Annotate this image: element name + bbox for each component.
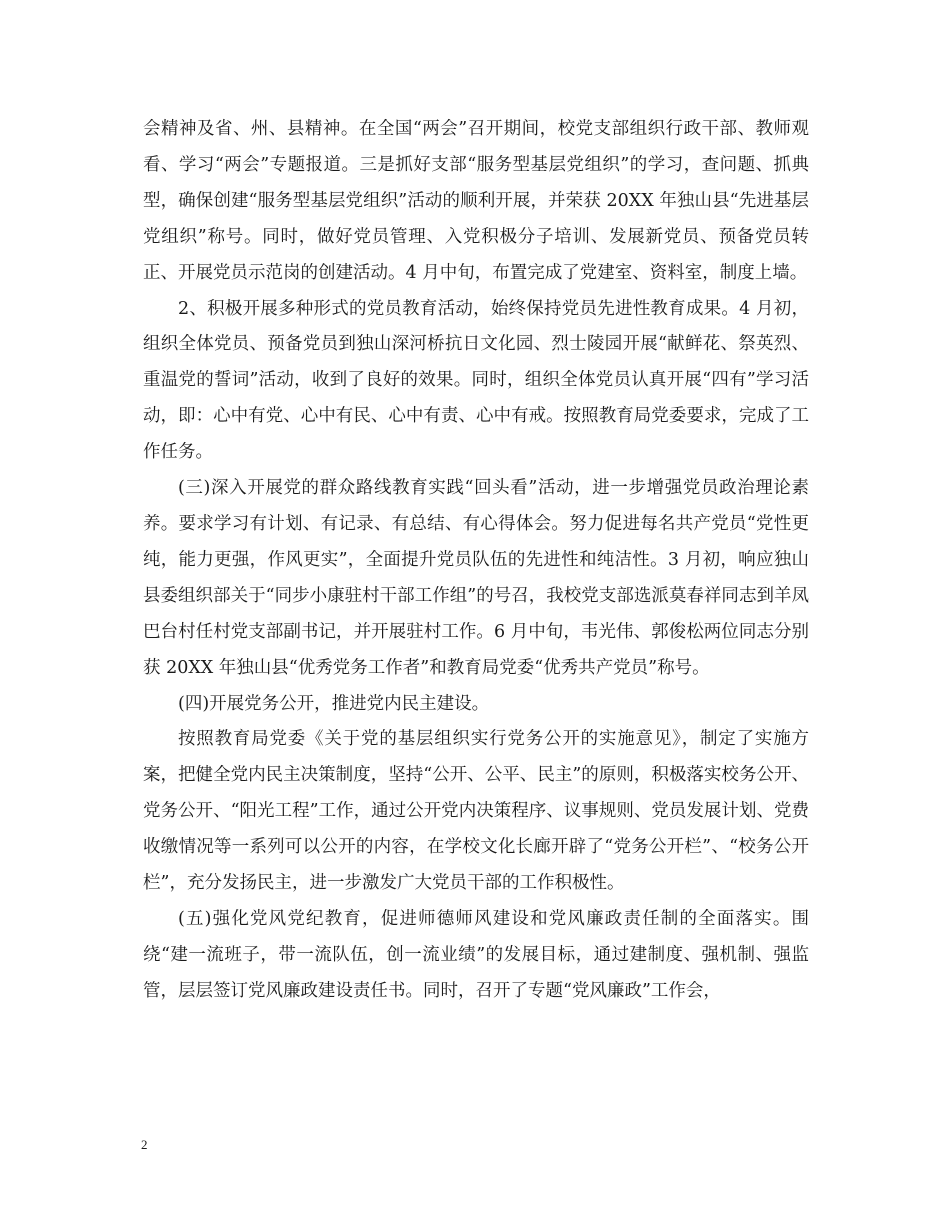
section-heading-four: (四)开展党务公开，推进党内民主建设。 [178, 693, 490, 714]
document-body [143, 112, 809, 1010]
paragraph-section-three: (三)深入开展党的群众路线教育实践“回头看”活动，进一步增强党员政治理论素养。要求学习有计划、有记录、有总结、有心得体会。努力促进每名共产党员“党性更纯，能力更强，作风更实”，全面提升党员队伍的先进性和纯洁性。3 月初，响应独山县委组织部关于“同步小康驻村干部工作组”的号召，我校党支部选派莫春祥同志到羊凤巴台村任村党支部副书记，并开展驻村工作。6 月中旬，韦光伟、郭俊松两位同志分别获 20XX 年独山县“优秀党务工作者”和教育局党委“优秀共产党员”称号。 [143, 478, 809, 678]
paragraph-party-education: 2、积极开展多种形式的党员教育活动，始终保持党员先进性教育成果。4 月初，组织全体党员、预备党员到独山深河桥抗日文化园、烈士陵园开展“献鲜花、祭英烈、重温党的誓词”活动，收到了良好的效果。同时，组织全体党员认真开展“四有”学习活动，即：心中有党、心中有民、心中有责、心中有戒。按照教育局党委要求，完成了工作任务。 [143, 298, 809, 463]
paragraph-section-five: (五)强化党风党纪教育，促进师德师风建设和党风廉政责任制的全面落实。围绕“建一流班子，带一流队伍，创一流业绩”的发展目标，通过建制度、强机制、强监管，层层签订党风廉政建设责任书。同时，召开了专题“党风廉政”工作会， [143, 908, 809, 1001]
paragraph-continuation: 会精神及省、州、县精神。在全国“两会”召开期间，校党支部组织行政干部、教师观看、学习“两会”专题报道。三是抓好支部“服务型基层党组织”的学习，查问题、抓典型，确保创建“服务型基层党组织”活动的顺利开展，并荣获 20XX 年独山县“先进基层党组织”称号。同时，做好党员管理、入党积极分子培训、发展新党员、预备党员转正、开展党员示范岗的创建活动。4 月中旬，布置完成了党建室、资料室，制度上墙。 [143, 119, 809, 283]
paragraph-party-affairs-disclosure: 按照教育局党委《关于党的基层组织实行党务公开的实施意见》，制定了实施方案，把健全党内民主决策制度，坚持“公开、公平、民主”的原则，积极落实校务公开、党务公开、“阳光工程”工作，通过公开党内决策程序、议事规则、党员发展计划、党费收缴情况等一系列可以公开的内容，在学校文化长廊开辟了“党务公开栏”、“校务公开栏”，充分发扬民主，进一步激发广大党员干部的工作积极性。 [143, 729, 809, 894]
page-number: 2 [141, 1137, 148, 1152]
